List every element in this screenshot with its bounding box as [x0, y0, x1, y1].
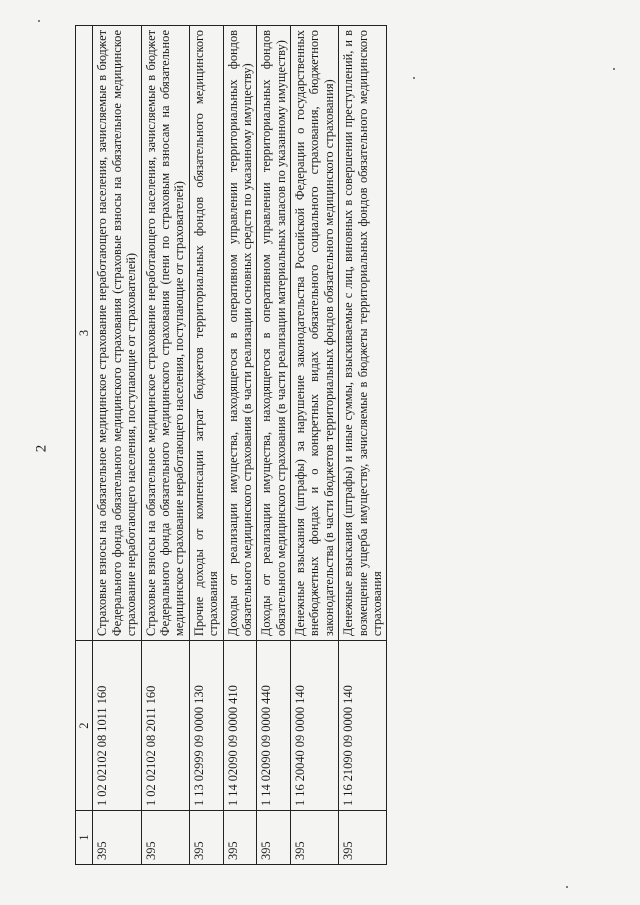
budget-code-cell: 1 16 20040 09 0000 140 — [291, 641, 339, 811]
scan-speck — [566, 886, 568, 888]
budget-code-cell: 1 14 02090 09 0000 410 — [223, 641, 257, 811]
budget-code-cell: 1 14 02090 09 0000 440 — [257, 641, 291, 811]
column-header-1: 1 — [76, 811, 93, 865]
admin-code-cell: 395 — [141, 811, 189, 865]
admin-code-cell: 395 — [339, 811, 387, 865]
description-cell: Доходы от реализации имущества, находящегося в оперативном управлении территориальных фондов обязательного медицинского страхования (в части реализации основных средств по указанному имуществу) — [223, 26, 257, 641]
description-cell: Доходы от реализации имущества, находящегося в оперативном управлении территориальных фондов обязательного медицинского страхования (в части реализации материальных запасов по указанному имуществу) — [257, 26, 291, 641]
admin-code-cell: 395 — [291, 811, 339, 865]
column-header-3: 3 — [76, 26, 93, 641]
admin-code-cell: 395 — [93, 811, 141, 865]
revenue-codes-table-wrapper — [75, 25, 387, 865]
scan-speck — [613, 68, 615, 70]
column-header-2: 2 — [76, 641, 93, 811]
table-row — [189, 26, 223, 865]
budget-code-cell: 1 16 21090 09 0000 140 — [339, 641, 387, 811]
budget-code-cell: 1 02 02102 08 1011 160 — [93, 641, 141, 811]
page-number: 2 — [33, 444, 50, 453]
revenue-codes-table — [75, 25, 387, 865]
table-row — [339, 26, 387, 865]
description-cell: Денежные взыскания (штрафы) и иные суммы, взыскиваемые с лиц, виновных в совершении преступлений, и в возмещение ущерба имуществу, зачисляемые в бюджеты территориальных фондов обязательного медицинского страхования — [339, 26, 387, 641]
description-cell: Денежные взыскания (штрафы) за нарушение законодательства Российской Федерации о государственных внебюджетных фондах и о конкретных видах обязательного социального страхования, бюджетного законодательства (в части бюджетов территориальных фондов обязательного медицинского страхования) — [291, 26, 339, 641]
budget-code-cell: 1 13 02999 09 0000 130 — [189, 641, 223, 811]
table-row — [223, 26, 257, 865]
table-row — [257, 26, 291, 865]
admin-code-cell: 395 — [223, 811, 257, 865]
table-header-row — [76, 26, 93, 865]
admin-code-cell: 395 — [189, 811, 223, 865]
description-cell: Страховые взносы на обязательное медицинское страхование неработающего населения, зачисляемые в бюджет Федерального фонда обязательного медицинского страхования (страховые взносы на обязательное медицинское страхование неработающего населения, поступающие от страхователей) — [93, 26, 141, 641]
budget-code-cell: 1 02 02102 08 2011 160 — [141, 641, 189, 811]
admin-code-cell: 395 — [257, 811, 291, 865]
scan-speck — [38, 20, 40, 22]
table-row — [141, 26, 189, 865]
description-cell: Страховые взносы на обязательное медицинское страхование неработающего населения, зачисляемые в бюджет Федерального фонда обязательного медицинского страхования (пени по страховым взносам на обязательное медицинское страхование неработающего населения, поступающие от страхователей) — [141, 26, 189, 641]
scan-speck — [413, 77, 415, 79]
description-cell: Прочие доходы от компенсации затрат бюджетов территориальных фондов обязательного медицинского страхования — [189, 26, 223, 641]
table-row — [291, 26, 339, 865]
table-row — [93, 26, 141, 865]
